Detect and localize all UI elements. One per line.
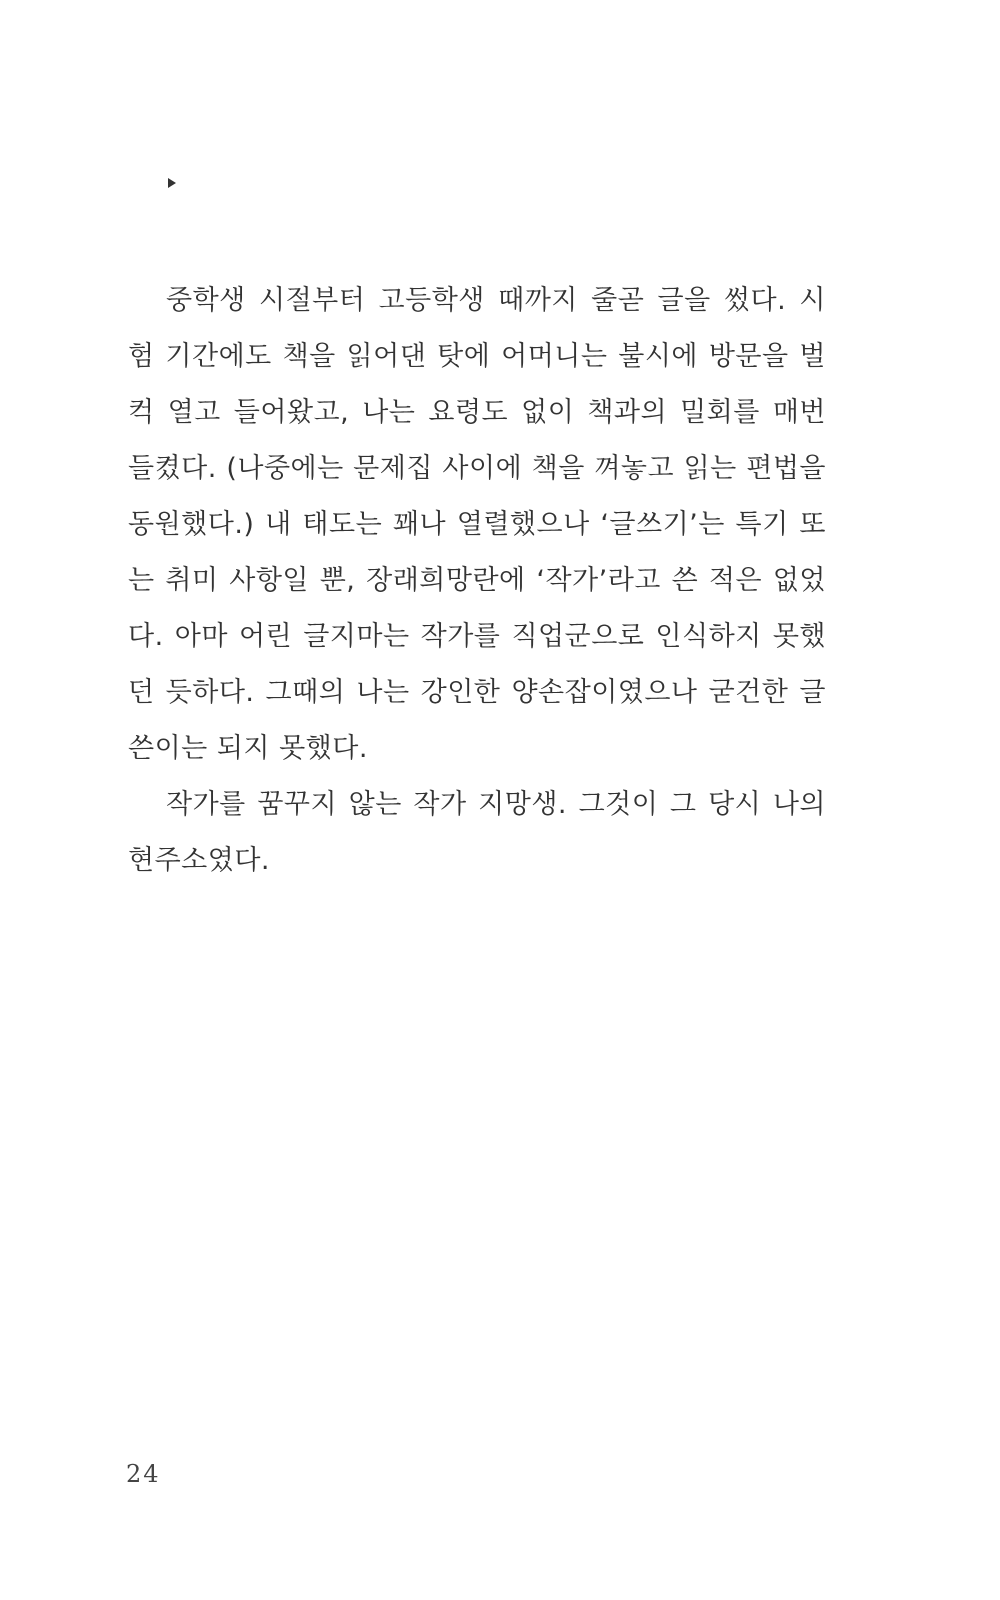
paragraph-2 bbox=[128, 777, 826, 889]
text-line: 작가를 꿈꾸지 않는 작가 지망생. 그것이 그 당시 나의 bbox=[166, 789, 826, 820]
text-line: 동원했다.) 내 태도는 꽤나 열렬했으나 ‘글쓰기’는 특기 또 bbox=[128, 509, 826, 540]
text-line: 들켰다. (나중에는 문제집 사이에 책을 껴놓고 읽는 편법을 bbox=[128, 453, 826, 484]
text-line: 현주소였다. bbox=[128, 845, 270, 876]
section-marker-icon bbox=[168, 178, 176, 188]
text-line: 다. 아마 어린 글지마는 작가를 직업군으로 인식하지 못했 bbox=[128, 621, 826, 652]
text-line: 쓴이는 되지 못했다. bbox=[128, 733, 368, 764]
paragraph-1 bbox=[128, 273, 826, 777]
text-line: 중학생 시절부터 고등학생 때까지 줄곧 글을 썼다. 시 bbox=[166, 285, 826, 316]
text-line: 던 듯하다. 그때의 나는 강인한 양손잡이였으나 굳건한 글 bbox=[128, 677, 826, 708]
text-line: 는 취미 사항일 뿐, 장래희망란에 ‘작가’라고 쓴 적은 없었 bbox=[128, 565, 826, 596]
text-line: 컥 열고 들어왔고, 나는 요령도 없이 책과의 밀회를 매번 bbox=[128, 397, 826, 428]
page-number: 24 bbox=[126, 1460, 161, 1488]
body-text bbox=[128, 273, 826, 889]
text-line: 험 기간에도 책을 읽어댄 탓에 어머니는 불시에 방문을 벌 bbox=[128, 341, 826, 372]
